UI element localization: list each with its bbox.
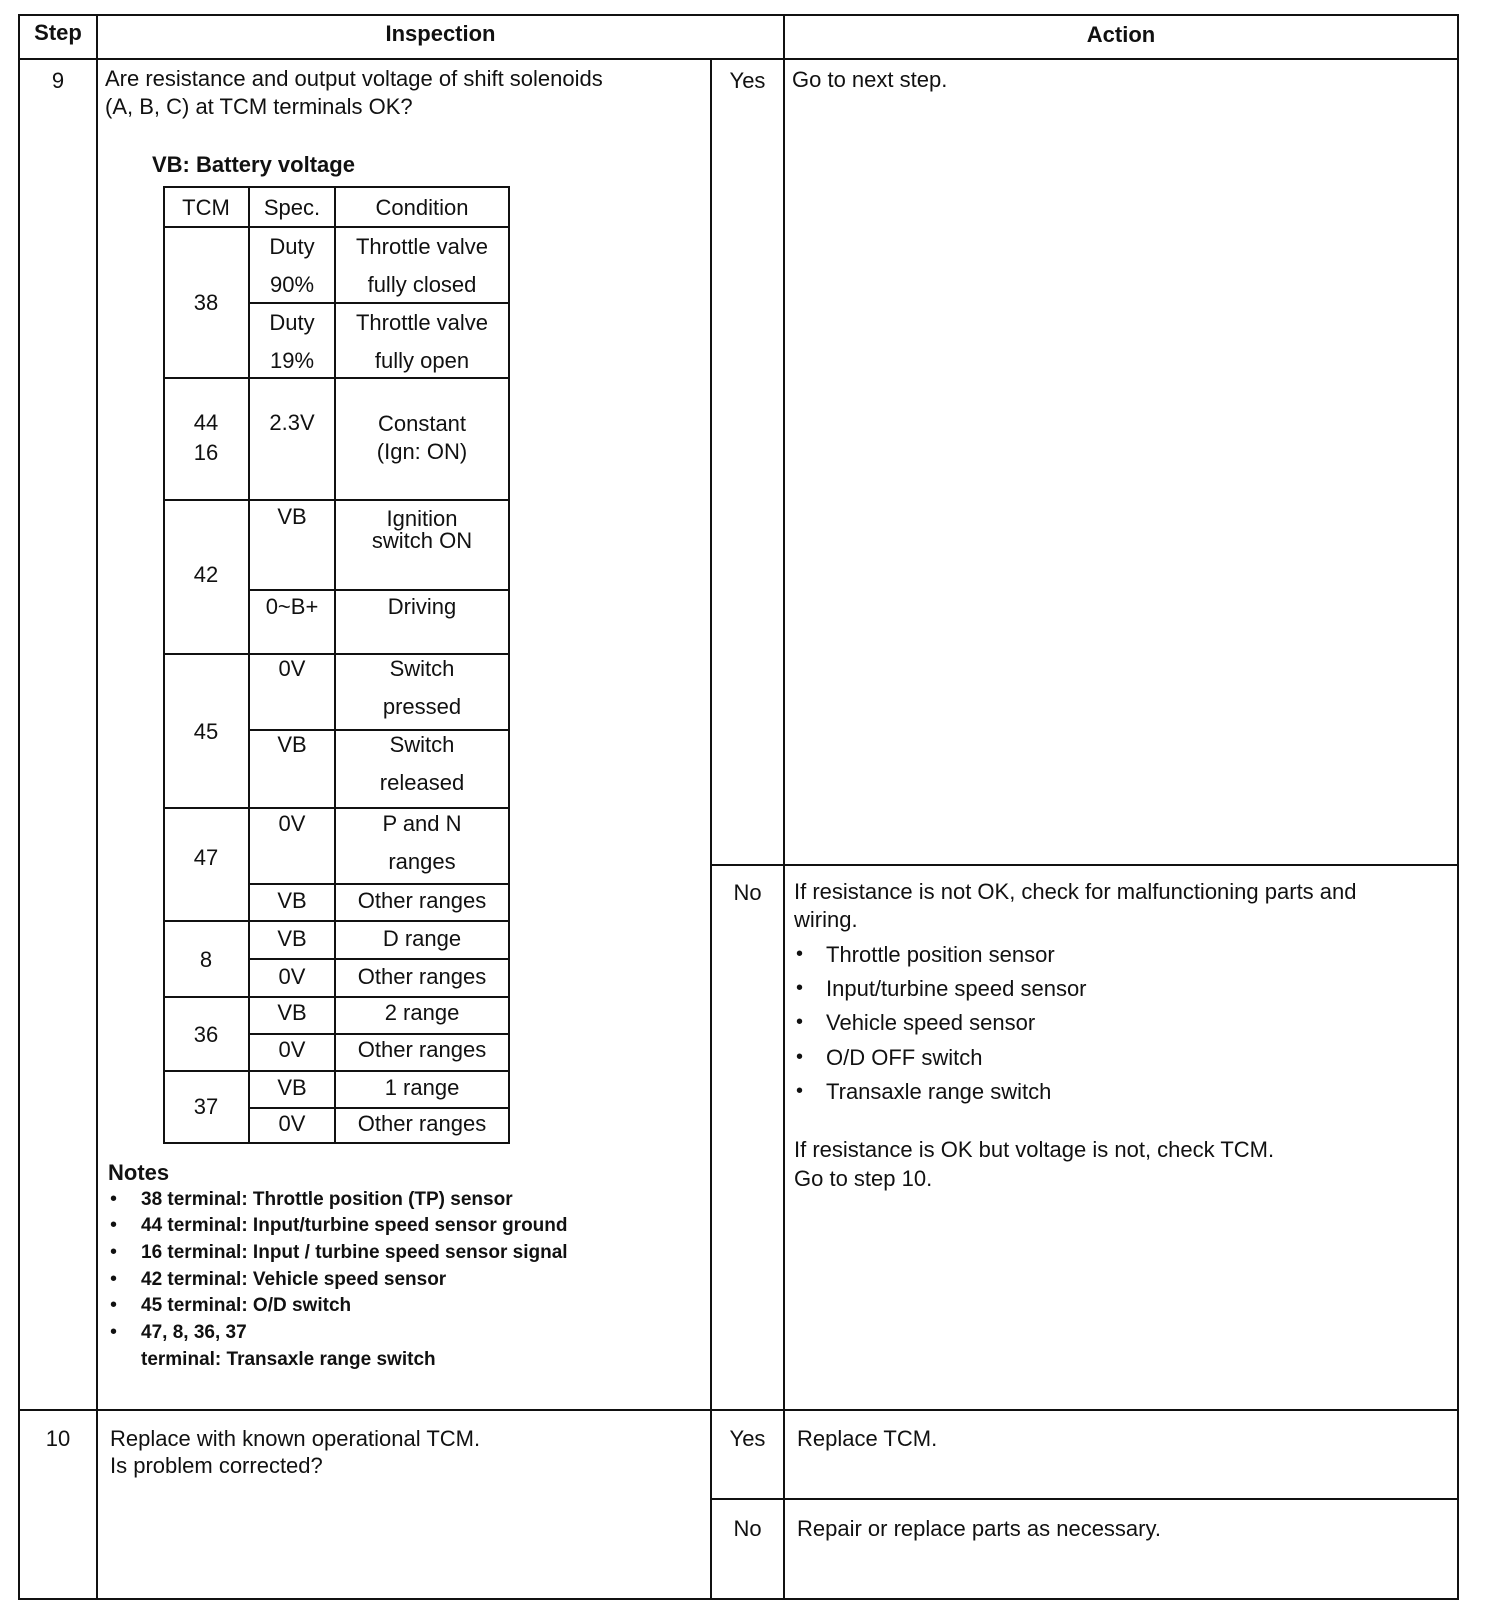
tcm-cell: 47 (193, 845, 219, 870)
tcm-cell: 16 (193, 440, 219, 465)
condition-cell: released (379, 770, 465, 795)
condition-cell: Ignition (386, 506, 458, 531)
yes-action: Go to next step. (792, 67, 948, 92)
note-item: 44 terminal: Input/turbine speed sensor ground (141, 1215, 568, 1236)
spec-cell: 0~B+ (265, 594, 319, 619)
yes-label: Yes (729, 68, 766, 93)
header-divider (18, 58, 1459, 60)
condition-cell: Other ranges (357, 1111, 487, 1136)
list-item: O/D OFF switch (826, 1045, 983, 1070)
bullet: • (110, 1294, 118, 1316)
note-item: 16 terminal: Input / turbine speed sensor signal (141, 1242, 568, 1263)
spec-cell: 0V (278, 811, 306, 836)
table-border-top (18, 14, 1459, 16)
spec-cell: 0V (278, 1111, 306, 1136)
spec-cell: VB (277, 1000, 307, 1025)
condition-cell: Constant (377, 411, 467, 436)
condition-cell: ranges (388, 849, 456, 874)
step-column-divider (96, 14, 98, 1600)
tcm-cell: 44 (193, 410, 219, 435)
spec-cell: VB (277, 732, 307, 757)
condition-cell: Throttle valve (355, 310, 489, 335)
bullet: • (110, 1321, 118, 1343)
condition-cell: Other ranges (357, 1037, 487, 1062)
action-column-divider (783, 14, 785, 1600)
spec-cell: 90% (269, 272, 315, 297)
tcm-cell: 45 (193, 719, 219, 744)
condition-cell: 1 range (384, 1075, 460, 1100)
header-step: Step (34, 20, 82, 45)
step-row-divider (18, 1409, 1459, 1411)
inspection-question-line: Is problem corrected? (110, 1453, 323, 1478)
condition-cell: Throttle valve (355, 234, 489, 259)
bullet: • (796, 1080, 804, 1102)
notes-title: Notes (108, 1160, 170, 1185)
condition-cell: Other ranges (357, 964, 487, 989)
yes-action: Replace TCM. (797, 1426, 938, 1451)
tcm-cell: 37 (193, 1094, 219, 1119)
spec-cell: VB (277, 926, 307, 951)
condition-cell: Other ranges (357, 888, 487, 913)
spec-cell: Duty (269, 310, 315, 335)
tcm-cell: 36 (193, 1022, 219, 1047)
vb-label: VB: Battery voltage (152, 152, 355, 177)
note-item: terminal: Transaxle range switch (141, 1349, 436, 1370)
step-number: 10 (45, 1426, 71, 1451)
bullet: • (110, 1214, 118, 1236)
note-item: 38 terminal: Throttle position (TP) sensor (141, 1189, 513, 1210)
no-action-footer: Go to step 10. (794, 1166, 933, 1191)
step-number: 9 (51, 68, 65, 93)
condition-cell: pressed (382, 694, 462, 719)
condition-cell: P and N (382, 811, 462, 836)
spec-table (163, 186, 510, 1144)
bullet: • (110, 1241, 118, 1263)
step10-yes-no-divider (710, 1498, 1459, 1500)
bullet: • (110, 1268, 118, 1290)
list-item: Transaxle range switch (826, 1079, 1052, 1104)
condition-cell: D range (382, 926, 462, 951)
list-item: Input/turbine speed sensor (826, 976, 1087, 1001)
condition-cell: (Ign: ON) (376, 439, 468, 464)
step9-yes-no-divider (710, 864, 1459, 866)
spec-cell: 0V (278, 964, 306, 989)
condition-cell: Switch (389, 656, 455, 681)
no-action-footer: If resistance is OK but voltage is not, check TCM. (794, 1137, 1275, 1162)
tcm-cell: 42 (193, 562, 219, 587)
condition-cell: 2 range (384, 1000, 460, 1025)
header-action: Action (1086, 22, 1156, 47)
header-inspection: Inspection (385, 21, 496, 46)
spec-header-spec: Spec. (263, 195, 321, 220)
list-item: Vehicle speed sensor (826, 1010, 1036, 1035)
bullet: • (110, 1188, 118, 1210)
tcm-cell: 8 (199, 947, 213, 972)
spec-cell: VB (277, 888, 307, 913)
condition-cell: Switch (389, 732, 455, 757)
spec-cell: 0V (278, 656, 306, 681)
list-item: Throttle position sensor (826, 942, 1055, 967)
spec-cell: VB (277, 504, 307, 529)
spec-cell: Duty (269, 234, 315, 259)
tcm-cell: 38 (193, 290, 219, 315)
spec-cell: 19% (269, 348, 315, 373)
bullet: • (796, 943, 804, 965)
spec-header-condition: Condition (375, 195, 469, 220)
bullet: • (796, 1046, 804, 1068)
no-label: No (733, 880, 762, 905)
no-action-line: If resistance is not OK, check for malfunctioning parts and (794, 879, 1357, 904)
spec-header-tcm: TCM (182, 195, 230, 220)
no-action-line: wiring. (794, 907, 858, 932)
yesno-column-divider (710, 58, 712, 1600)
inspection-question-line: (A, B, C) at TCM terminals OK? (105, 94, 413, 119)
note-item: 47, 8, 36, 37 (141, 1322, 247, 1343)
condition-cell: fully open (374, 348, 470, 373)
bullet: • (796, 977, 804, 999)
spec-cell: 0V (278, 1037, 306, 1062)
table-border-left (18, 14, 20, 1600)
condition-cell: switch ON (371, 528, 473, 553)
no-action: Repair or replace parts as necessary. (797, 1516, 1161, 1541)
spec-cell: 2.3V (269, 410, 315, 435)
yes-label: Yes (729, 1426, 766, 1451)
condition-cell: fully closed (367, 272, 477, 297)
note-item: 42 terminal: Vehicle speed sensor (141, 1269, 447, 1290)
inspection-question-line: Are resistance and output voltage of shift solenoids (105, 66, 603, 91)
condition-cell: Driving (387, 594, 457, 619)
no-label: No (733, 1516, 762, 1541)
note-item: 45 terminal: O/D switch (141, 1295, 352, 1316)
inspection-question-line: Replace with known operational TCM. (110, 1426, 481, 1451)
table-border-bottom (18, 1598, 1459, 1600)
spec-cell: VB (277, 1075, 307, 1100)
table-border-right (1457, 14, 1459, 1600)
bullet: • (796, 1011, 804, 1033)
